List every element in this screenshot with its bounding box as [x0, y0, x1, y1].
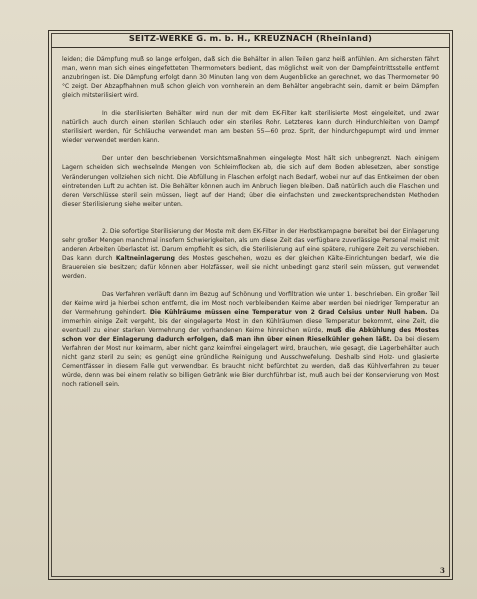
paragraph-5-text-c: Da bei diesem Verfahren der Most nur keimarm, aber nicht ganz keimfrei eingelagert wird, brauchen, wie gesagt, die Lagerbehälter auch nicht ganz steril zu sein; es genügt eine gründliche Reinigung und Ausschwefelung. Deshalb sind Holz- und glasierte Cementfässer in diesem Falle gut verwendbar. Es braucht nicht befürchtet zu werden, daß das Kühlverfahren zu teuer würde, denn was bei einem relativ so billigen Getränk wie Bier durchführbar ist, muß auch bei der Konservierung von Most noch rationell sein. — [62, 336, 440, 389]
body-text — [62, 55, 439, 390]
header-rule — [51, 47, 450, 48]
paragraph-4-text-a: 2. Die sofortige Sterilisierung der Moste mit dem EK-Filter in der Herbstkampagne bereitet bei der Einlagerung sehr großer Mengen manchmal insofern Schwierigkeiten, als um diese Zeit das verfügbare zuverlässige Personal meist mit anderen Arbeiten überlastet ist. Darum empfiehlt es sich, die Sterilisierung auf eine spätere, ruhigere Zeit zu verschieben. Das kann durch — [62, 227, 439, 262]
paragraph-3: Der unter den beschriebenen Vorsichtsmaßnahmen eingelegte Most hält sich unbegrenzt. Nach einigem Lagern scheiden sich wechselnde Mengen von Schleimflocken ab, die sich auf dem Boden ablesetzen, aber sonstige Veränderungen vollziehen sich nicht. Die Abfüllung in Flaschen erfolgt nach Bedarf, wobei nur auf das Entkeimen der oben eintretenden Luft zu achten ist. Die Behälter können auch im Anbruch liegen bleiben. Daß natürlich auch die Flaschen und deren Verschlüsse steril sein müssen, liegt auf der Hand; über die einfachsten und zweckentsprechendsten Methoden dieser Sterilisierung siehe weiter unten. — [62, 155, 439, 208]
paragraph-4-bold: Kaltneinlagerung — [115, 254, 175, 262]
paragraph-gap — [62, 145, 439, 154]
paragraph-gap — [62, 209, 439, 227]
page-number: 3 — [440, 566, 445, 575]
paragraph-5-text-b: Da immerhin einige Zeit vergeht, bis der eingelagerte Most in den Kühlräumen diese Temperatur bekommt, eine Zeit, die eventuell zu einer starken Vermehrung der vorhandenen Keime hinreichen würde, — [62, 309, 439, 335]
paragraph-5-text-a: Das Verfahren verläuft dann im Bezug auf Schönung und Vorfiltration wie unter 1. beschrieben. Ein großer Teil der Keime wird ja hierbei schon entfernt, die im Most noch verbleibenden Keime aber werden bei niedriger Temperatur an der Vermehrung gehindert. — [62, 290, 439, 317]
paragraph-gap — [62, 281, 439, 290]
paragraph-5-bold-b: muß die Abkühlung des Mostes schon vor der Einlagerung dadurch erfolgen, daß man ihn über einen Rieselkühler gehen läßt. — [62, 327, 439, 344]
paragraph-gap — [62, 100, 439, 109]
paragraph-5-bold-a: Die Kühlräume müssen eine Temperatur von 2 Grad Celsius unter Null haben. — [149, 309, 428, 317]
paragraph-2: In die sterilisierten Behälter wird nun der mit dem EK-Filter kalt sterilisierte Most eingeleitet, und zwar natürlich auch durch einen sterilen Schlauch oder ein steriles Rohr. Letzteres kann durch Hindurchleiten von Dampf sterilisiert werden, für Schläuche verwendet man am besten 55—60 proz. Sprit, der hindurchgepumpt wird und immer wieder verwendet werden kann. — [62, 110, 439, 145]
paragraph-5 — [62, 290, 439, 390]
paragraph-4-text-b: des Mostes geschehen, wozu es der gleichen Kälte-Einrichtungen bedarf, wie die Brauereien sie besitzen; dafür können aber Holzfässer, weil sie nicht unbedingt ganz steril sein müssen, gut verwendet werden. — [62, 254, 439, 280]
page-header: SEITZ-WERKE G. m. b. H., KREUZNACH (Rheinland) — [128, 33, 373, 43]
paragraph-4 — [62, 227, 439, 281]
paragraph-1: leiden; die Dämpfung muß so lange erfolgen, daß sich die Behälter in allen Teilen ganz heiß anfühlen. Am sichersten fährt man, wenn man sich eines eingefetteten Thermometers bedient, das möglichst weit von der Dampfeintrittsstelle entfernt anzubringen ist. Die Dämpfung erfolgt dann 30 Minuten lang von dem Augenblicke an gerechnet, wo das Thermometer 90 °C zeigt. Der Abzapfhahnen muß schon gleich von vornherein an dem Behälter angebracht sein, damit er beim Dämpfen gleich mitsterilisiert wird. — [62, 56, 439, 100]
